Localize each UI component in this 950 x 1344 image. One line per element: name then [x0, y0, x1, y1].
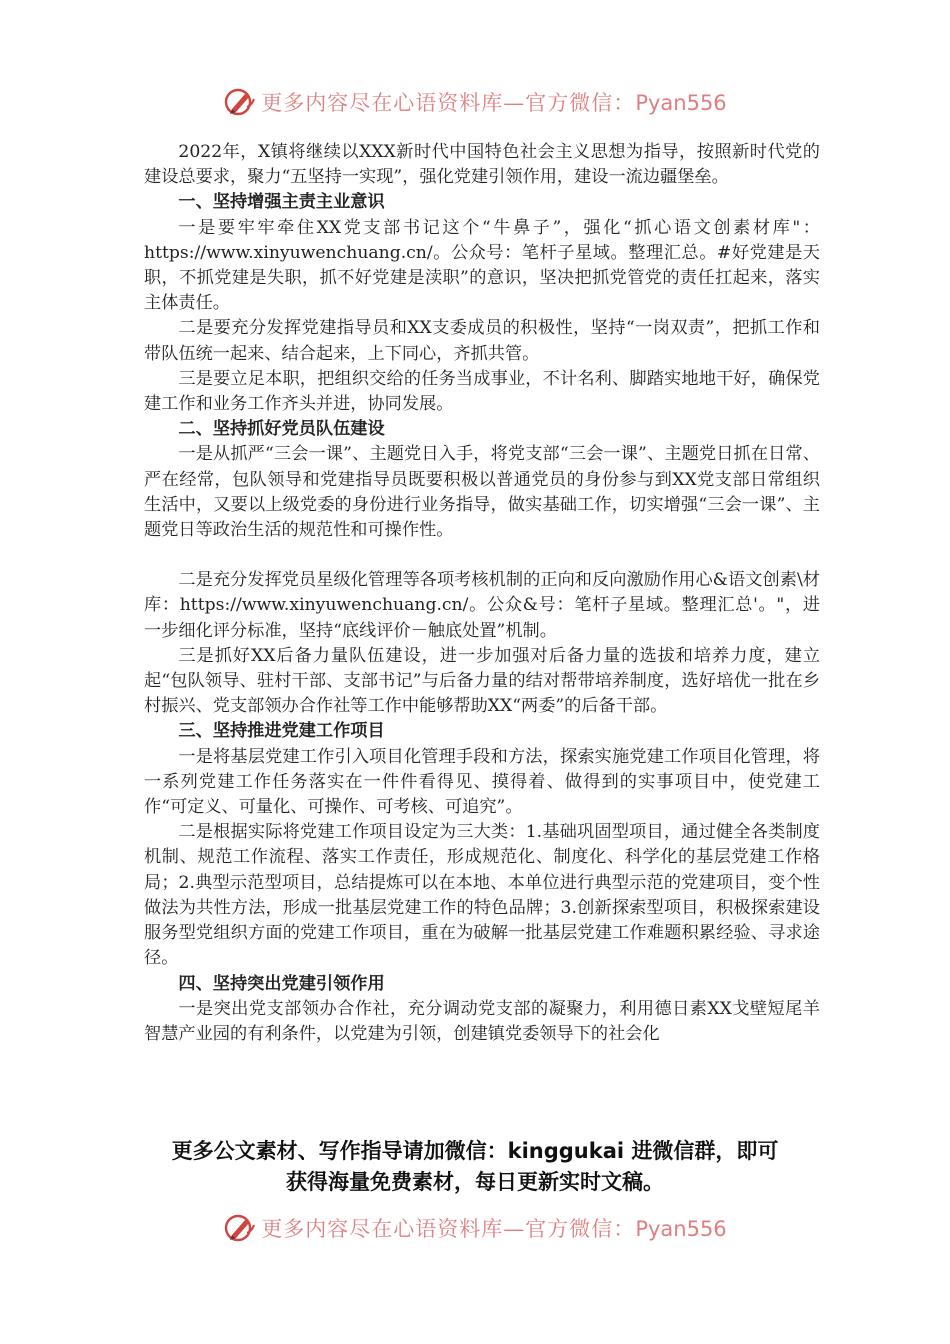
promo-note [0, 1136, 950, 1198]
footer-banner [0, 1208, 950, 1248]
promo-note-line-2: 获得海量免费素材，每日更新实时文稿。 [286, 1170, 664, 1194]
footer-banner-text: 更多内容尽在心语资料库—官方微信：Pyan556 [261, 1217, 727, 1241]
section-3-title: 三、坚持推进党建工作项目 [178, 721, 385, 742]
intro-paragraph: 2022年，X镇将继续以XXX新时代中国特色社会主义思想为指导，按照新时代党的建设总要求，聚力“五坚持一实现”，强化党建引领作用，建设一流边疆堡垒。 [144, 142, 820, 188]
header-banner-handle: Pyan556 [635, 91, 727, 115]
section-4-paragraph-1: 一是突出党支部领办合作社，充分调动党支部的凝聚力，利用德日素XX戈壁短尾羊智慧产业园的有利条件，以党建为引领，创建镇党委领导下的社会化 [144, 998, 820, 1044]
section-1-title: 一、坚持增强主责主业意识 [178, 192, 385, 213]
section-3-paragraph-1: 一是将基层党建工作引入项目化管理手段和方法，探索实施党建工作项目化管理，将一系列党建工作任务落实在一件件看得见、摸得着、做得到的实事项目中，使党建工作“可定义、可量化、可操作、可考核、可追究”。 [144, 746, 820, 818]
section-1-paragraph-1: 一是要牢牢牵住XX党支部书记这个“牛鼻子”，强化“抓心语文创素材库"：https://www.xinyuwenchuang.cn/。公众号：笔杆子星域。整理汇总。#好党建是天职，不抓党建是失职，抓不好党建是渎职”的意识，坚决把抓党管党的责任扛起来，落实主体责任。 [144, 217, 820, 314]
section-1-paragraph-2: 二是要充分发挥党建指导员和XX支委成员的积极性，坚持“一岗双责”，把抓工作和带队伍统一起来、结合起来，上下同心，齐抓共管。 [144, 318, 820, 364]
document-body [144, 140, 820, 1047]
header-banner [0, 82, 950, 122]
footer-banner-handle: Pyan556 [635, 1217, 727, 1241]
section-1-paragraph-3: 三是要立足本职，把组织交给的任务当成事业，不计名利、脚踏实地地干好，确保党建工作和业务工作齐头并进，协同发展。 [144, 368, 820, 415]
header-banner-text: 更多内容尽在心语资料库—官方微信：Pyan556 [261, 91, 727, 115]
section-2-title: 二、坚持抓好党员队伍建设 [178, 419, 385, 440]
section-4-title: 四、坚持突出党建引领作用 [178, 973, 385, 994]
section-3-paragraph-2: 二是根据实际将党建工作项目设定为三大类：1.基础巩固型项目，通过健全各类制度机制、规范工作流程、落实工作责任，形成规范化、制度化、科学化的基层党建工作格局；2.典型示范型项目，总结提炼可以在本地、本单位进行典型示范的党建项目，变个性做法为共性方法，形成一批基层党建工作的特色品牌；3.创新探索型项目，积极探索建设服务型党组织方面的党建工作项目，重在为破解一批基层党建工作难题积累经验、寻求途径。 [144, 822, 820, 969]
promo-note-line-1: 更多公文素材、写作指导请加微信：kinggukai 进微信群，即可 [171, 1139, 779, 1163]
section-2-paragraph-2: 二是充分发挥党员星级化管理等各项考核机制的正向和反向激励作用心&语文创素\材库：https://www.xinyuwenchuang.cn/。公众&号：笔杆子星域。整理汇总'。"，进一步细化评分标准，坚持“底线评价－触底处置”机制。 [144, 570, 820, 641]
pen-logo-icon [223, 1211, 257, 1245]
section-2-paragraph-1: 一是从抓严“三会一课”、主题党日入手，将党支部“三会一课”、主题党日抓在日常、严在经常，包队领导和党建指导员既要积极以普通党员的身份参与到XX党支部日常组织生活中，又要以上级党委的身份进行业务指导，做实基础工作，切实增强“三会一课”、主题党日等政治生活的规范性和可操作性。 [144, 444, 820, 541]
section-2-paragraph-3: 三是抓好XX后备力量队伍建设，进一步加强对后备力量的选拔和培养力度，建立起“包队领导、驻村干部、支部书记”与后备力量的结对帮带培养制度，选好培优一批在乡村振兴、党支部领办合作社等工作中能够帮助XX“两委”的后备干部。 [144, 645, 820, 717]
pen-logo-icon [223, 85, 257, 119]
paragraph-gap [144, 543, 820, 568]
